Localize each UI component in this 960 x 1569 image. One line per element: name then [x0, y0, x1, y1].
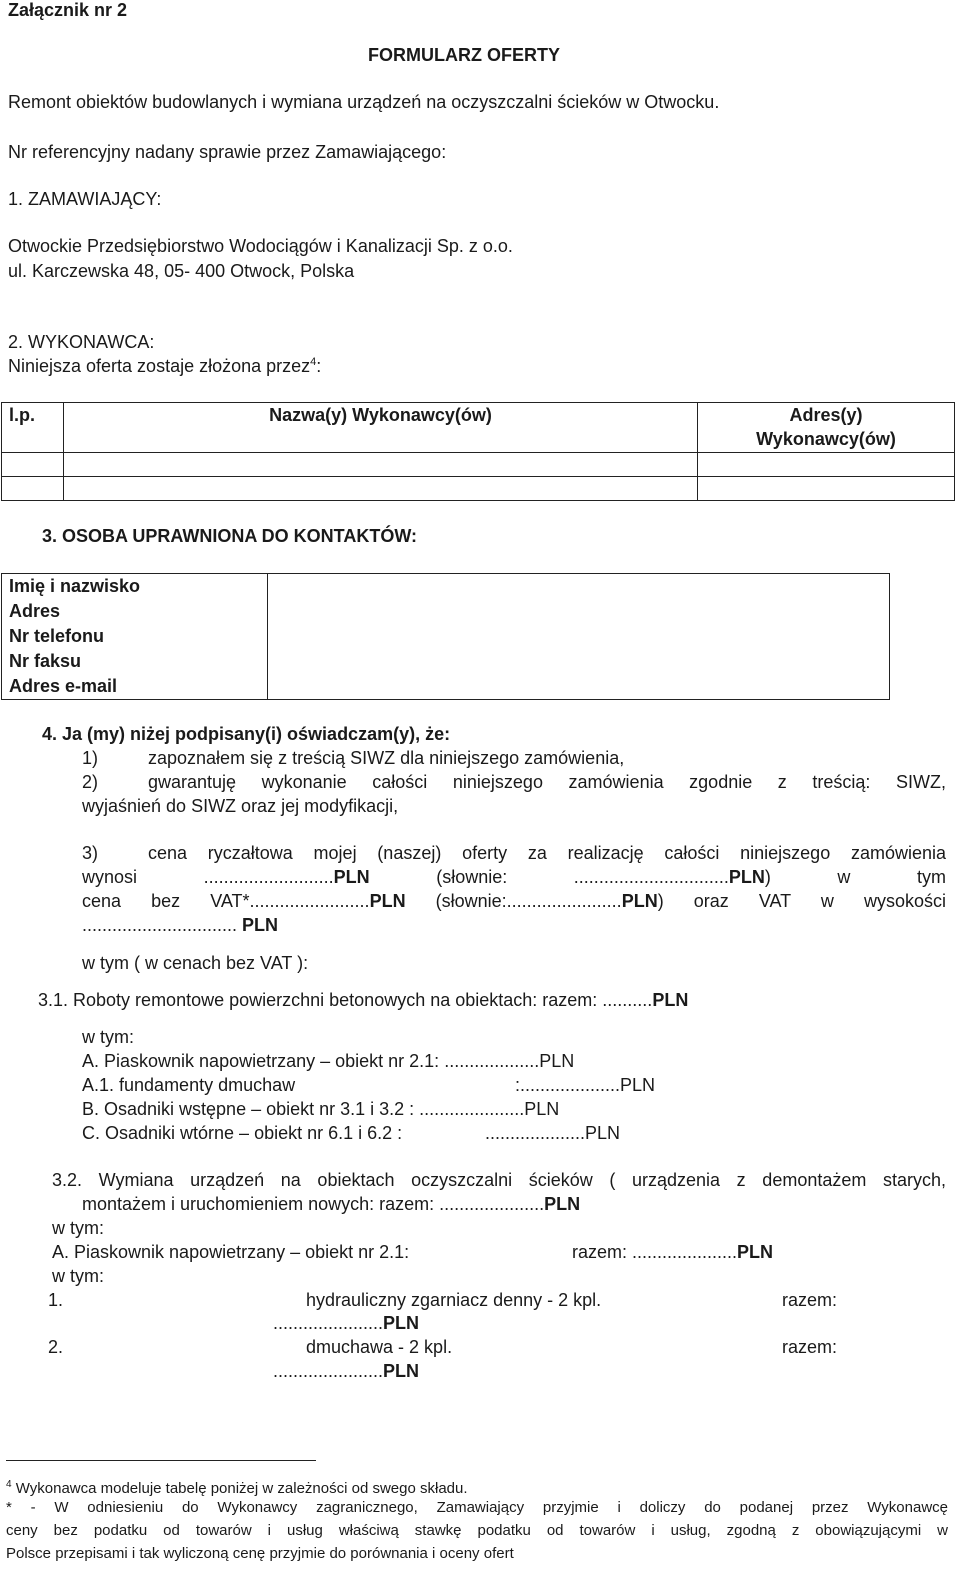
item-3-number: 3) [82, 843, 99, 863]
s32-item-1-value: ......................PLN [273, 1313, 420, 1333]
s31-wtym: w tym: [82, 1027, 134, 1047]
contact-labels-cell [2, 574, 268, 700]
section-3-heading: 3. OSOBA UPRAWNIONA DO KONTAKTÓW: [42, 526, 417, 546]
s32-a-total: razem: .....................PLN [572, 1242, 774, 1262]
row2-address-cell[interactable] [698, 477, 955, 501]
footnote-4: $^4$ Wykonawca modeluje tabelę poniżej w zależności od swego składu. [6, 1479, 468, 1497]
contact-values-cell[interactable] [268, 574, 890, 700]
purchaser-address: ul. Karczewska 48, 05- 400 Otwock, Polska [8, 261, 355, 281]
contractor-intro: Niniejsza oferta zostaje złożona przez$^4$: [8, 356, 322, 376]
s32-item-2-value: ......................PLN [273, 1361, 420, 1381]
contact-email-label: Adres e-mail [9, 676, 118, 696]
lp-header-cell [2, 403, 64, 453]
s32-item-1-razem: razem: [782, 1290, 838, 1310]
contact-labels [2, 574, 267, 699]
name-header: Nazwa(y) Wykonawcy(ów) [269, 405, 492, 425]
s32-line1: 3.2. Wymiana urządzeń na obiektach oczyszczalni ścieków ( urządzenia z demontażem starych, [52, 1170, 946, 1190]
s31-line: 3.1. Roboty remontowe powierzchni betonowych na obiektach: razem: ..........PLN [38, 990, 689, 1010]
item-3-text-e: w tym ( w cenach bez VAT ): [82, 953, 309, 973]
item-3-text-d: ............................... PLN [82, 915, 279, 935]
section-4-heading: 4. Ja (my) niżej podpisany(i) oświadczam(y), że: [42, 724, 451, 744]
address-header-cell [698, 403, 955, 453]
s31-b: B. Osadniki wstępne – obiekt nr 3.1 i 3.2 : .....................PLN [82, 1099, 560, 1119]
item-1-number: 1) [82, 748, 99, 768]
s32-item-1-name: hydrauliczny zgarniacz denny - 2 kpl. [306, 1290, 602, 1310]
s32-item-2-razem: razem: [782, 1337, 838, 1357]
s32-wtym-2: w tym: [52, 1266, 104, 1286]
item-2-text-a: gwarantuję wykonanie całości niniejszego zamówienia zgodnie z treścią: SIWZ, [148, 772, 946, 792]
attachment-label: Załącznik nr 2 [8, 0, 128, 20]
contact-fax-label: Nr faksu [9, 651, 82, 671]
subject-line: Remont obiektów budowlanych i wymiana urządzeń na oczyszczalni ścieków w Otwocku. [8, 92, 720, 112]
contact-phone-label: Nr telefonu [9, 626, 105, 646]
address-header-2: Wykonawcy(ów) [756, 429, 896, 449]
address-header-1: Adres(y) [789, 405, 863, 425]
contact-name-label: Imię i nazwisko [9, 576, 141, 596]
footnote-star-line-1: * - W odniesieniu do Wykonawcy zagranicznego, Zamawiający przyjmie i doliczy do podanej przez Wykonawcę [6, 1499, 948, 1516]
item-2-text-b: wyjaśnień do SIWZ oraz jej modyfikacji, [82, 796, 399, 816]
footnote-ref-4[interactable]: 4 [310, 356, 317, 368]
footnote-star-line-3: Polsce przepisami i tak wyliczoną cenę przyjmie do porównania i oceny ofert [6, 1545, 514, 1562]
purchaser-name: Otwockie Przedsiębiorstwo Wodociągów i Kanalizacji Sp. z o.o. [8, 236, 513, 256]
footnote-star-line-2: ceny bez podatku od towarów i usług właściwą stawkę podatku od towarów i usług, zgodną z obowiązującymi w [6, 1522, 948, 1539]
s31-c-label: C. Osadniki wtórne – obiekt nr 6.1 i 6.2 : [82, 1123, 403, 1143]
form-title: FORMULARZ OFERTY [368, 45, 560, 65]
row2-lp-cell[interactable] [2, 477, 64, 501]
item-3-text-c: cena bez VAT*........................PLN (słownie:.......................PLN) oraz VAT w wysokości [82, 891, 946, 911]
s32-a-label: A. Piaskownik napowietrzany – obiekt nr 2.1: [52, 1242, 410, 1262]
section-2-heading: 2. WYKONAWCA: [8, 332, 155, 352]
contact-address-label: Adres [9, 601, 61, 621]
lp-header: l.p. [9, 405, 35, 425]
row1-lp-cell[interactable] [2, 453, 64, 477]
item-2-number: 2) [82, 772, 99, 792]
s32-item-1-number: 1. [48, 1290, 64, 1310]
s31-a1-label: A.1. fundamenty dmuchaw [82, 1075, 296, 1095]
item-1-text: zapoznałem się z treścią SIWZ dla niniejszego zamówienia, [148, 748, 625, 768]
s31-c-value: ....................PLN [485, 1123, 621, 1143]
row2-name-cell[interactable] [64, 477, 698, 501]
s32-line2: montażem i uruchomieniem nowych: razem: .....................PLN [82, 1194, 581, 1214]
item-3-text-b: wynosi ..........................PLN (słownie: ...............................PLN) w tym [82, 867, 946, 887]
s31-a1-value: :....................PLN [515, 1075, 656, 1095]
name-header-cell [64, 403, 698, 453]
row1-address-cell[interactable] [698, 453, 955, 477]
s31-a: A. Piaskownik napowietrzany – obiekt nr 2.1: ...................PLN [82, 1051, 575, 1071]
s32-item-2-name: dmuchawa - 2 kpl. [306, 1337, 453, 1357]
item-3-text-a: cena ryczałtowa mojej (naszej) oferty za realizację całości niniejszego zamówienia [148, 843, 946, 863]
contact-table [1, 573, 890, 700]
s32-wtym-1: w tym: [52, 1218, 104, 1238]
contractors-table [1, 402, 955, 501]
footnote-separator [6, 1460, 316, 1461]
section-1-heading: 1. ZAMAWIAJĄCY: [8, 189, 162, 209]
row1-name-cell[interactable] [64, 453, 698, 477]
reference-number-label: Nr referencyjny nadany sprawie przez Zamawiającego: [8, 142, 447, 162]
s32-item-2-number: 2. [48, 1337, 64, 1357]
